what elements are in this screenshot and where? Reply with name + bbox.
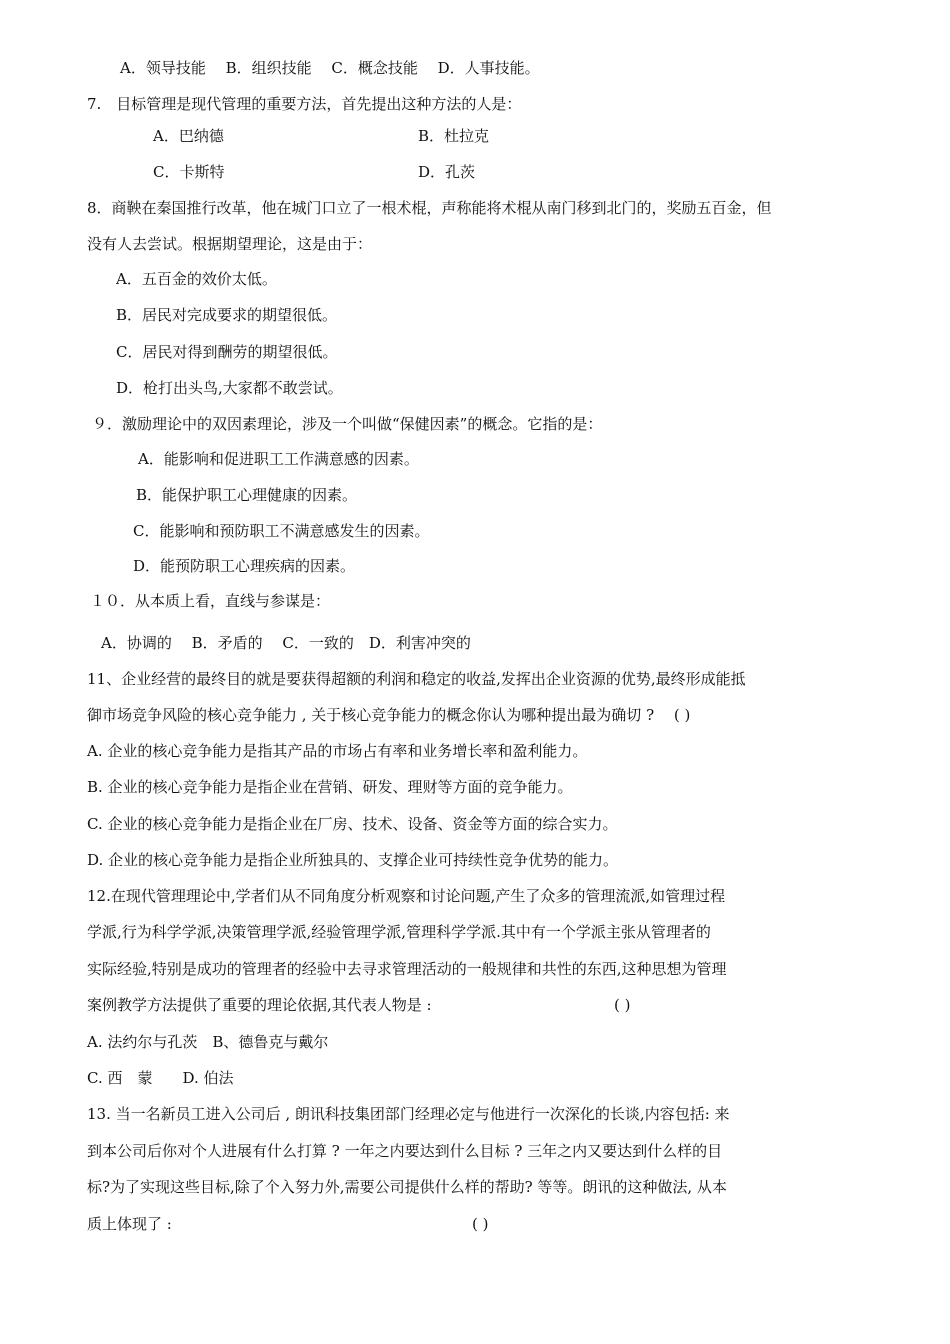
q9-option-a: A．能影响和促进职工工作满意感的因素。 [138,450,419,468]
q10-question: １０．从本质上看，直线与参谋是： [90,592,331,610]
q11-question-line1: 11、企业经营的最终目的就是要获得超额的利润和稳定的收益,发挥出企业资源的优势,最终形成能抵 [87,670,746,688]
q12-question-line3: 实际经验,特别是成功的管理者的经验中去寻求管理活动的一般规律和共性的东西,这种思想为管理 [87,960,727,978]
q9-question: ９．激励理论中的双因素理论，涉及一个叫做“保健因素”的概念。它指的是： [92,415,603,433]
q12-question-line4: 案例教学方法提供了重要的理论依据,其代表人物是 : [87,996,432,1014]
q8-question-line2: 没有人去尝试。根据期望理论，这是由于： [87,235,373,253]
q10-options: A．协调的 B．矛盾的 C．一致的 D．利害冲突的 [101,634,471,652]
q13-question-line3: 标?为了实现这些目标,除了个入努力外,需要公司提供什么样的帮助? 等等。朗讯的这种做法, 从本 [87,1178,727,1196]
q9-option-d: D．能预防职工心理疾病的因素。 [133,557,356,575]
q13-question-line1: 13. 当一名新员工进入公司后 , 朗讯科技集团部门经理必定与他进行一次深化的长谈,内容包括: 来 [87,1105,730,1123]
q7-option-b: B．杜拉克 [418,127,490,145]
q12-options-ab: A. 法约尔与孔茨 B、德鲁克与戴尔 [87,1033,329,1051]
q7-option-a: A．巴纳德 [153,127,224,145]
q7-question: 7. 目标管理是现代管理的重要方法，首先提出这种方法的人是： [87,95,522,113]
q12-question-line1: 12.在现代管理理论中,学者们从不同角度分析观察和讨论问题,产生了众多的管理流派,如管理过程 [87,887,726,905]
q7-option-d: D．孔茨 [418,163,476,181]
q7-option-c: C．卡斯特 [153,163,225,181]
q8-question-line1: 8．商鞅在秦国推行改革，他在城门口立了一根术棍，声称能将术棍从南门移到北门的，奖励五百金，但 [87,199,772,217]
q6-options: A．领导技能 B．组织技能 C．概念技能 D．人事技能。 [120,59,540,77]
q12-answer-blank: ( ) [614,996,631,1014]
q9-option-c: C．能影响和预防职工不满意感发生的因素。 [133,522,430,540]
q13-question-line4: 质上体现了 : [87,1215,172,1233]
q11-question-line2: 御市场竞争风险的核心竞争能力 , 关于核心竞争能力的概念你认为哪种提出最为确切 ? ( ) [87,706,691,724]
q13-question-line2: 到本公司后你对个人进展有什么打算 ? 一年之内要达到什么目标 ? 三年之内又要达到什么样的目 [87,1142,723,1160]
q11-option-d: D. 企业的核心竞争能力是指企业所独具的、支撑企业可持续性竞争优势的能力。 [87,851,619,869]
q13-answer-blank: ( ) [472,1215,489,1233]
q9-option-b: B．能保护职工心理健康的因素。 [136,486,358,504]
q8-option-c: C．居民对得到酬劳的期望很低。 [116,343,338,361]
q11-option-a: A. 企业的核心竞争能力是指其产品的市场占有率和业务增长率和盈利能力。 [87,742,588,760]
q11-option-b: B. 企业的核心竞争能力是指企业在营销、研发、理财等方面的竞争能力。 [87,778,573,796]
q8-option-b: B．居民对完成要求的期望很低。 [116,306,338,324]
q12-question-line2: 学派,行为科学学派,决策管理学派,经验管理学派,管理科学学派.其中有一个学派主张从管理者的 [87,923,711,941]
q12-options-cd: C. 西 蒙 D. 伯法 [87,1069,234,1087]
q8-option-a: A．五百金的效价太低。 [116,270,277,288]
q11-option-c: C. 企业的核心竞争能力是指企业在厂房、技术、设备、资金等方面的综合实力。 [87,815,618,833]
q8-option-d: D．枪打出头鸟,大家都不敢尝试。 [116,379,343,397]
